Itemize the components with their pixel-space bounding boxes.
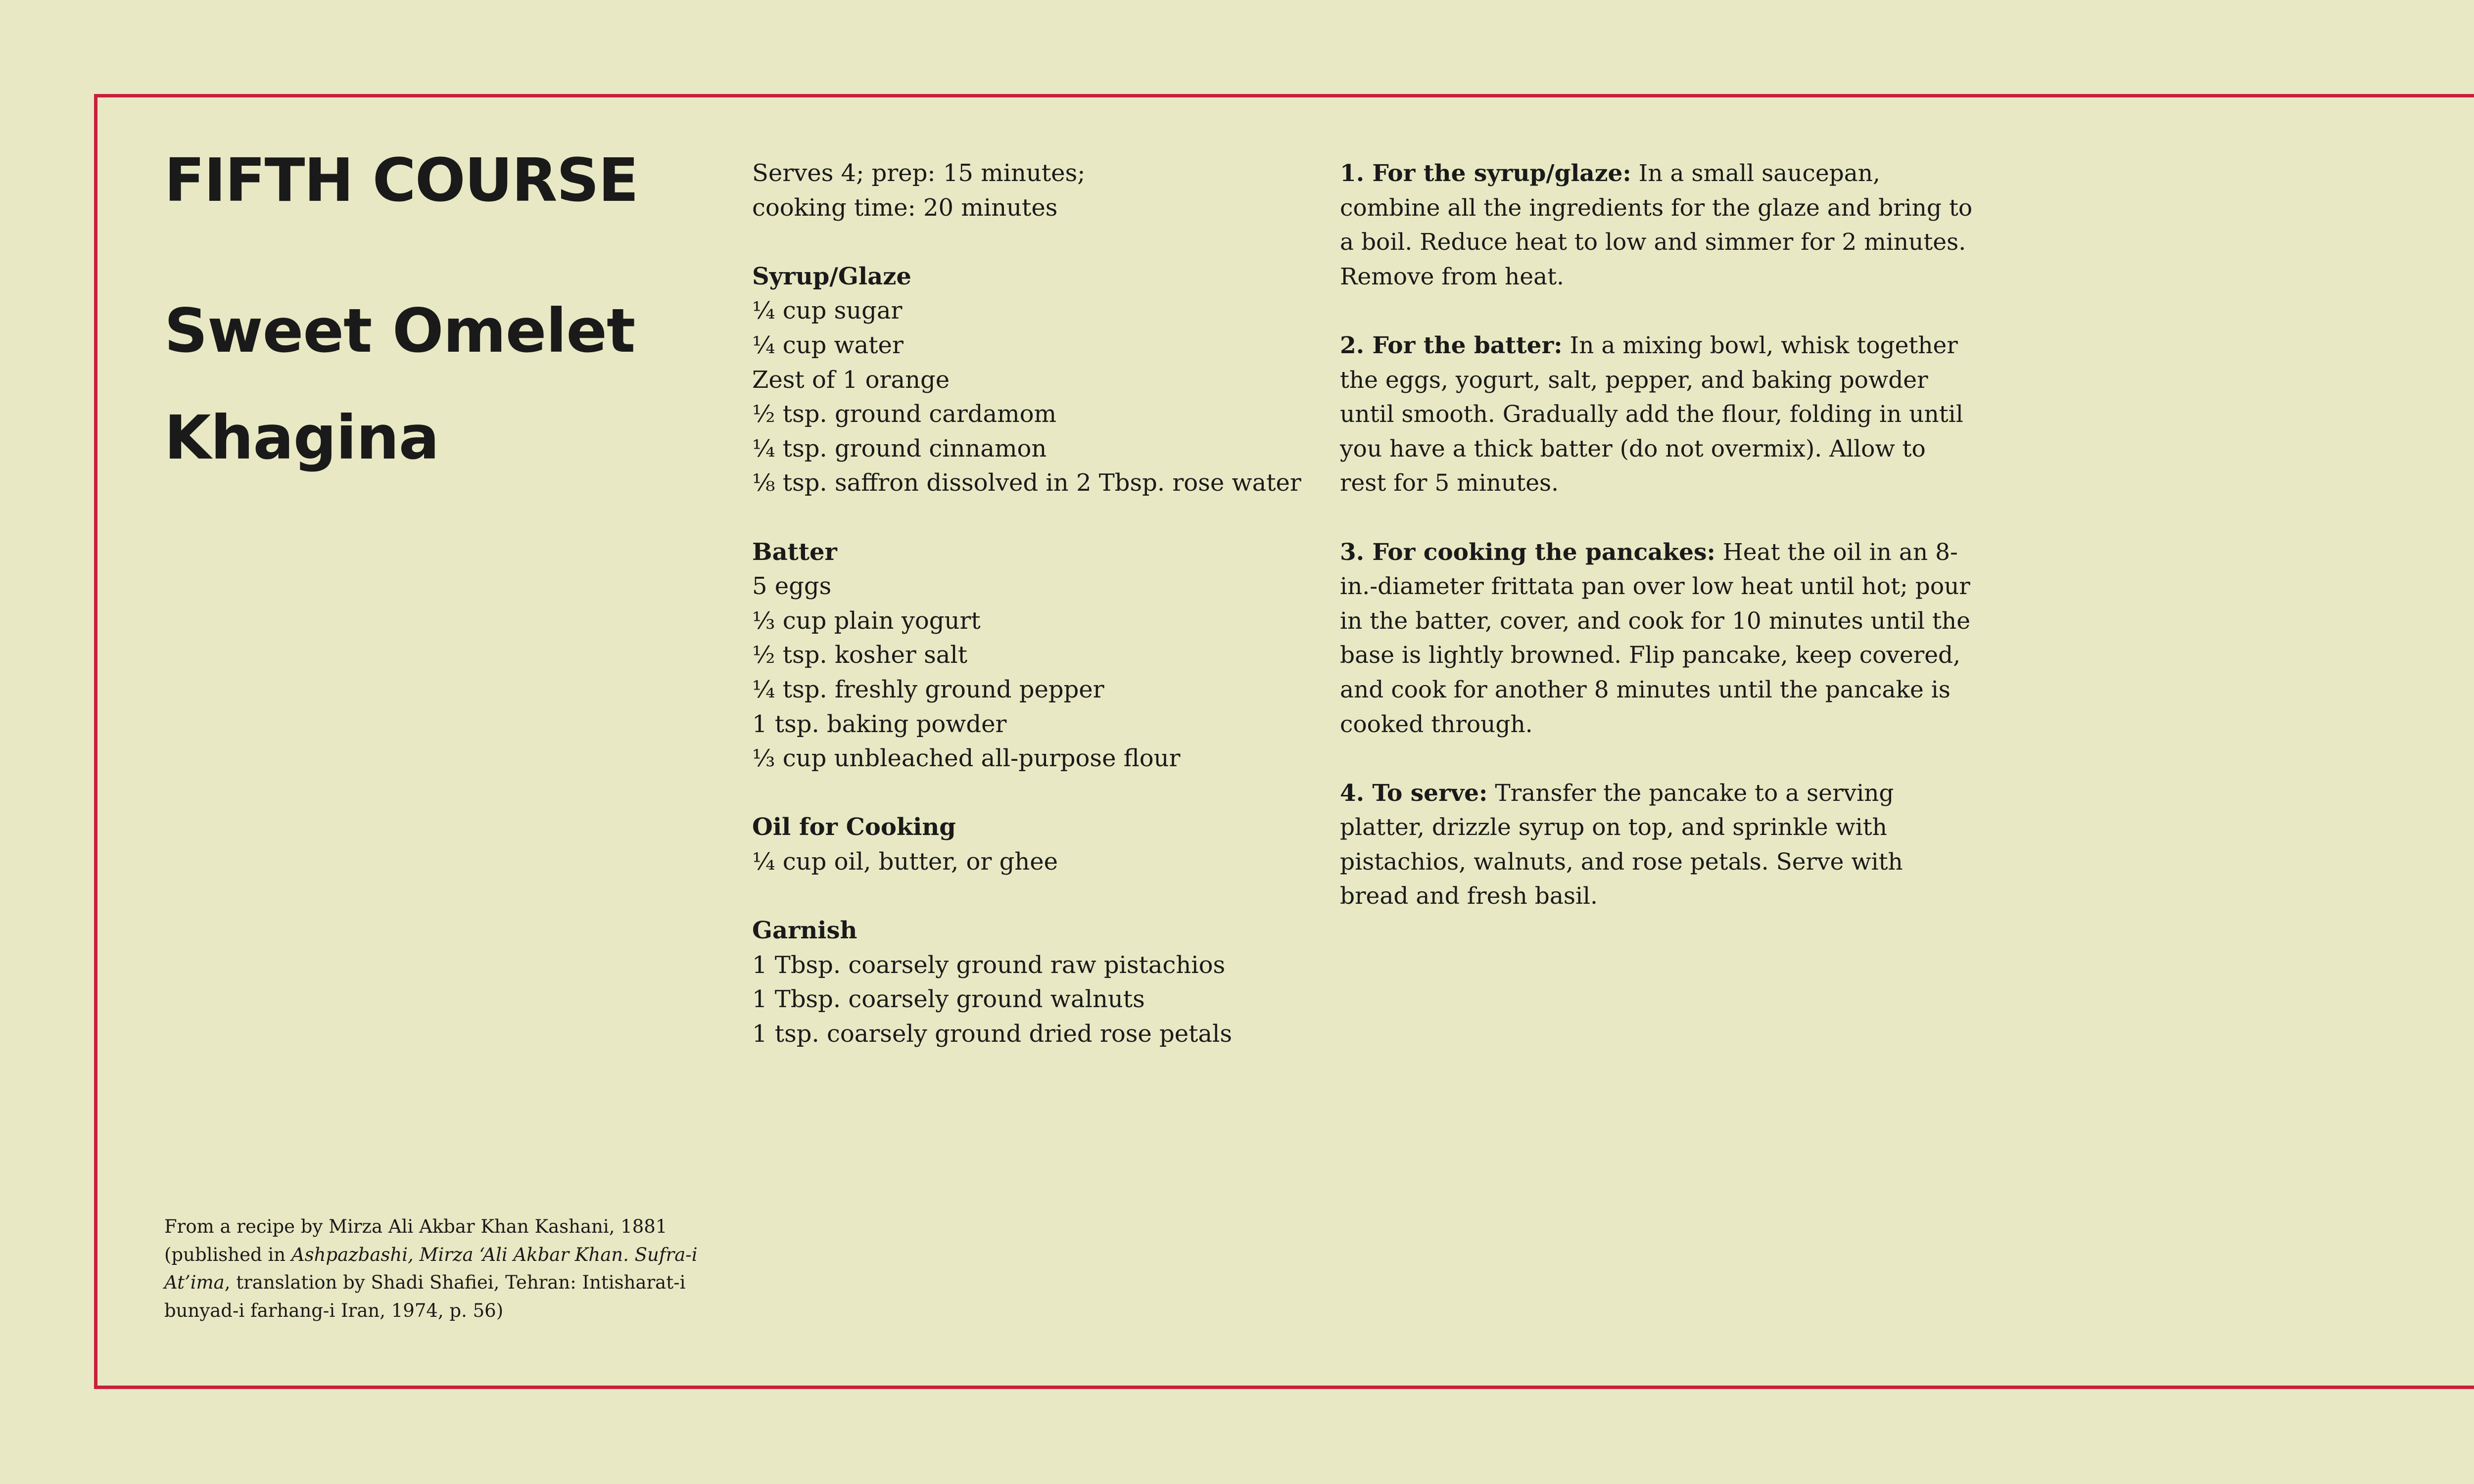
- title-column: [164, 148, 709, 471]
- ingredient-item: ¼ cup water: [752, 331, 904, 359]
- ingredient-item: ¼ tsp. ground cinnamon: [752, 434, 1047, 463]
- ingredient-item: 1 tsp. baking powder: [752, 710, 1007, 738]
- step-text: Heat the oil in an 8-in.-diameter frittata pan over low heat until hot; pour in the batter, cover, and cook for 10 minutes until the base is lightly browned. Flip pancake, keep covered, and cook for another 8 minutes until the pancake is cooked through.: [1340, 538, 1971, 738]
- ingredient-item: 5 eggs: [752, 572, 832, 601]
- ingredient-item: ¼ cup oil, butter, or ghee: [752, 847, 1058, 876]
- ingredient-item: ¼ tsp. freshly ground pepper: [752, 675, 1104, 703]
- step-label: 3. For cooking the pancakes:: [1340, 538, 1715, 566]
- step-label: 2. For the batter:: [1340, 331, 1563, 359]
- ingredient-item: 1 tsp. coarsely ground dried rose petals: [752, 1020, 1233, 1048]
- step-text: Transfer the pancake to a serving platter, drizzle syrup on top, and sprinkle with pistachios, walnuts, and rose petals. Serve with bread and fresh basil.: [1340, 779, 1903, 910]
- ingredient-item: ⅛ tsp. saffron dissolved in 2 Tbsp. rose water: [752, 469, 1301, 497]
- step-text: In a mixing bowl, whisk together the eggs, yogurt, salt, pepper, and baking powder until smooth. Gradually add the flour, folding in until you have a thick batter (do not overmix). Allow to rest for 5 minutes.: [1340, 331, 1963, 497]
- ingredient-item: Zest of 1 orange: [752, 366, 950, 394]
- ingredient-item: ½ tsp. kosher salt: [752, 641, 967, 669]
- cooking-time-line: cooking time: 20 minutes: [752, 193, 1058, 222]
- step-cooking: [1340, 535, 1978, 742]
- step-label: 1. For the syrup/glaze:: [1340, 160, 1631, 187]
- oil-heading: Oil for Cooking: [752, 813, 956, 841]
- ingredient-item: ¼ cup sugar: [752, 297, 903, 325]
- instructions-column: [1340, 156, 1978, 948]
- dish-alt-name: Khagina: [164, 403, 439, 473]
- batter-heading: Batter: [752, 538, 837, 566]
- source-text-end: , translation by Shadi Shafiei, Tehran: Intisharat-i bunyad-i farhang-i Iran, 1974, p. 56): [164, 1272, 686, 1321]
- dish-name: Sweet Omelet: [164, 296, 635, 366]
- serves-line: Serves 4; prep: 15 minutes;: [752, 159, 1086, 187]
- ingredient-item: 1 Tbsp. coarsely ground walnuts: [752, 985, 1145, 1014]
- step-serve: [1340, 776, 1978, 914]
- ingredient-item: ⅓ cup plain yogurt: [752, 606, 981, 635]
- syrup-heading: Syrup/Glaze: [752, 262, 911, 290]
- step-batter: [1340, 328, 1978, 501]
- ingredient-item: ⅓ cup unbleached all-purpose flour: [752, 744, 1181, 773]
- ingredients-column: [752, 156, 1321, 1051]
- step-syrup: [1340, 156, 1978, 294]
- ingredient-item: 1 Tbsp. coarsely ground raw pistachios: [752, 951, 1226, 979]
- step-text: In a small saucepan, combine all the ingredients for the glaze and bring to a boil. Reduce heat to low and simmer for 2 minutes. Remove from heat.: [1340, 160, 1973, 290]
- ingredient-item: ½ tsp. ground cardamom: [752, 400, 1057, 428]
- garnish-heading: Garnish: [752, 917, 857, 945]
- source-text: From a recipe by Mirza Ali Akbar Khan Kashani, 1881 (published in: [164, 1216, 667, 1265]
- source-book-title: Ashpazbashi, Mirza ‘Ali Akbar Khan. Sufra-i At’ima: [164, 1244, 698, 1293]
- course-heading: FIFTH COURSE: [164, 146, 638, 215]
- source-citation: [164, 1213, 733, 1325]
- step-label: 4. To serve:: [1340, 779, 1488, 807]
